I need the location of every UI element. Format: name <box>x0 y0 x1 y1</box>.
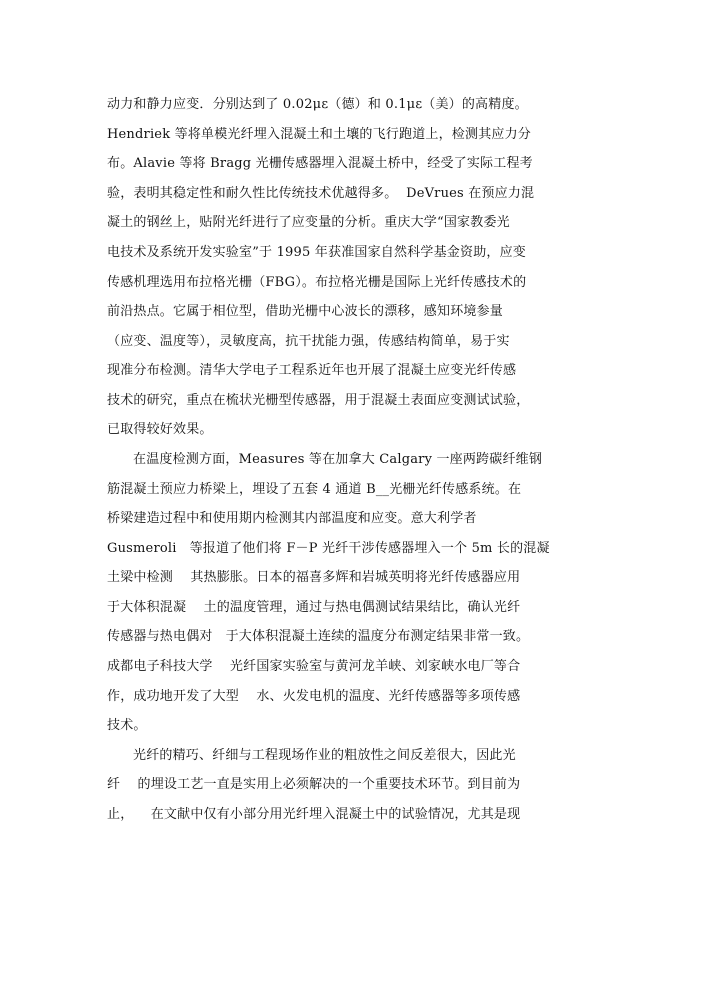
text-line: 于大体积混凝 土的温度管理，通过与热电偶测试结果结比，确认光纤 <box>107 600 521 615</box>
text-line: 土梁中检测 其热膨胀。日本的福喜多辉和岩城英明将光纤传感器应用 <box>107 570 521 585</box>
text-line: 凝土的钢丝上，贴附光纤进行了应变量的分析。重庆大学“国家教委光 <box>107 215 510 230</box>
text-line: （应变、温度等），灵敏度高，抗干扰能力强，传感结构简单，易于实 <box>107 334 510 349</box>
text-line: 作，成功地开发了大型 水、火发电机的温度、光纤传感器等多项传感 <box>107 689 521 704</box>
text-line: Hendriek 等将单模光纤埋入混凝土和土壤的飞行跑道上，检测其应力分 <box>107 127 532 142</box>
text-line: 纤 的埋设工艺一直是实用上必须解决的一个重要技术环节。到目前为 <box>107 777 521 792</box>
text-line: 传感器与热电偶对 于大体积混凝土连续的温度分布测定结果非常一致。 <box>107 629 530 644</box>
text-line: 布。Alavie 等将 Bragg 光栅传感器埋入混凝土桥中，经受了实际工程考 <box>107 156 533 171</box>
text-line: 现准分布检测。清华大学电子工程系近年也开展了混凝土应变光纤传感 <box>107 363 517 378</box>
paragraph-first-line: 在温度检测方面，Measures 等在加拿大 Calgary 一座两跨碳纤维钢 <box>133 452 543 467</box>
text-line: 技术。 <box>107 718 147 733</box>
text-line: 成都电子科技大学 光纤国家实验室与黄河龙羊峡、刘家峡水电厂等合 <box>107 659 521 674</box>
text-line: 前沿热点。它属于相位型，借助光栅中心波长的漂移，感知环境参量 <box>107 304 504 319</box>
text-line: 传感机理选用布拉格光栅（FBG）。布拉格光栅是国际上光纤传感技术的 <box>107 275 527 290</box>
text-line: 筋混凝土预应力桥梁上，埋设了五套 4 通道 B__光栅光纤传感系统。在 <box>107 482 522 497</box>
text-line: 验，表明其稳定性和耐久性比传统技术优越得多。 DeVrues 在预应力混 <box>107 186 535 201</box>
text-line: 电技术及系统开发实验室”于 1995 年获准国家自然科学基金资助，应变 <box>107 245 526 260</box>
text-line: 技术的研究，重点在梳状光栅型传感器，用于混凝土表面应变测试试验， <box>107 393 530 408</box>
text-line: 已取得较好效果。 <box>107 422 213 437</box>
text-line: 止， 在文献中仅有小部分用光纤埋入混凝土中的试验情况，尤其是现 <box>107 807 521 822</box>
paragraph-first-line: 光纤的精巧、纤细与工程现场作业的粗放性之间反差很大，因此光 <box>133 748 516 763</box>
text-line: Gusmeroli 等报道了他们将 F－P 光纤干涉传感器埋入一个 5m 长的混凝 <box>107 541 550 556</box>
text-line: 动力和静力应变．分别达到了 0.02με（德）和 0.1με（美）的高精度。 <box>107 97 528 112</box>
text-line: 桥梁建造过程中和使用期内检测其内部温度和应变。意大利学者 <box>107 511 477 526</box>
